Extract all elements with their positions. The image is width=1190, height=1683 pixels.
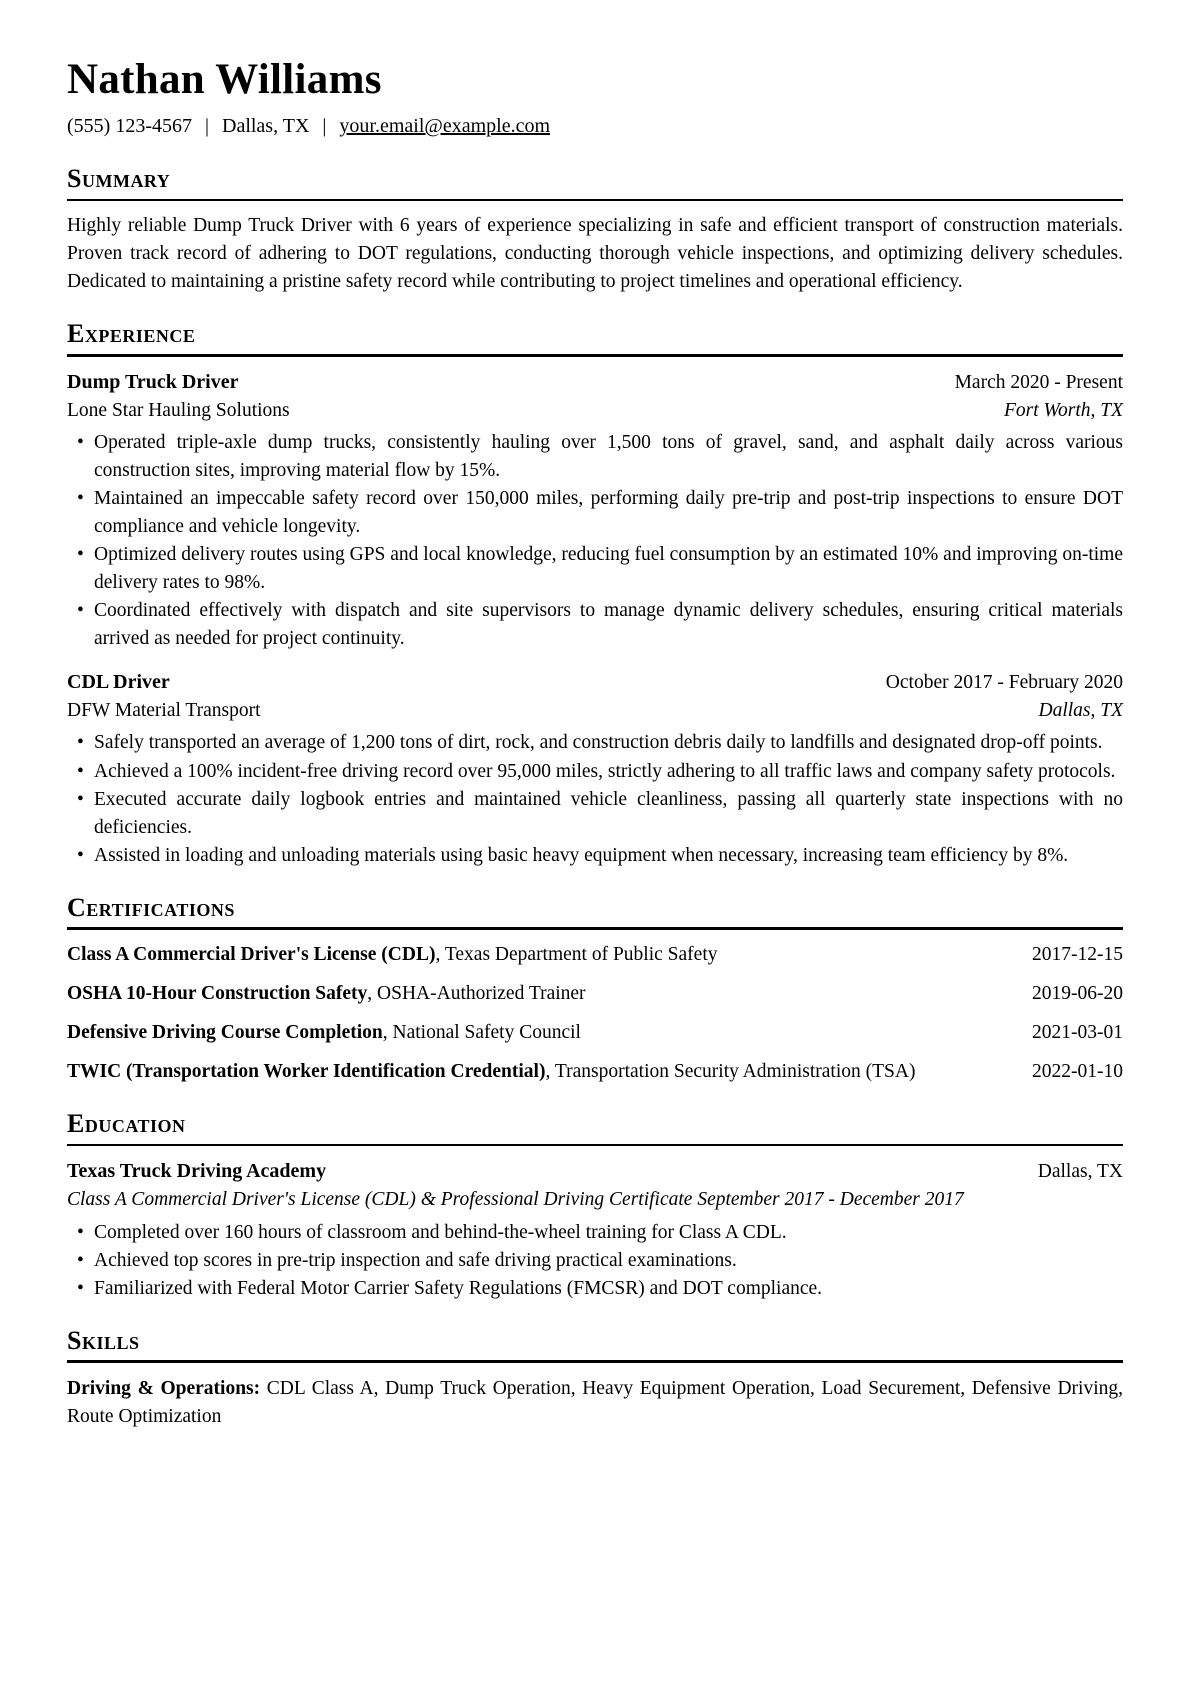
school-row	[67, 1157, 1123, 1186]
job-bullet: • Coordinated effectively with dispatch and site supervisors to manage dynamic delivery schedules, ensuring critical materials arrived as needed for project continuity.	[94, 597, 1123, 653]
section-rule	[67, 1144, 1123, 1147]
certification-text	[67, 941, 1018, 969]
section-education	[67, 1110, 1123, 1302]
contact-separator: |	[204, 115, 209, 138]
job-company-row	[67, 697, 1123, 725]
certification-date: 2022-01-10	[1032, 1061, 1123, 1083]
job-company: Lone Star Hauling Solutions	[67, 399, 290, 421]
school-location: Dallas, TX	[1037, 1161, 1123, 1183]
certification-row	[67, 980, 1123, 1008]
education-bullet-list	[67, 1219, 1123, 1303]
section-rule	[67, 199, 1123, 202]
job-bullet-list	[67, 729, 1123, 869]
certification-row	[67, 941, 1123, 969]
skills-category-label: Driving & Operations:	[67, 1377, 261, 1399]
certification-name: Class A Commercial Driver's License (CDL)	[67, 943, 436, 965]
certification-name: OSHA 10-Hour Construction Safety	[67, 983, 368, 1005]
degree-name: Class A Commercial Driver's License (CDL) & Professional Driving Certificate	[67, 1189, 693, 1211]
job-title: Dump Truck Driver	[67, 370, 239, 393]
section-rule	[67, 354, 1123, 357]
degree-line	[67, 1186, 1123, 1214]
job-company: DFW Material Transport	[67, 700, 261, 722]
certification-row	[67, 1058, 1123, 1086]
job-entry	[67, 368, 1123, 654]
education-entry	[67, 1157, 1123, 1302]
job-title: CDL Driver	[67, 671, 170, 694]
job-bullet-list	[67, 429, 1123, 654]
certification-text	[67, 1019, 1018, 1047]
experience-section-title: Experience	[67, 319, 196, 349]
certification-text	[67, 980, 1018, 1008]
job-bullet: • Maintained an impeccable safety record over 150,000 miles, performing daily pre-trip and post-trip inspections to ensure DOT compliance and vehicle longevity.	[94, 485, 1123, 541]
email-link[interactable]: your.email@example.com	[339, 115, 550, 138]
summary-text: Highly reliable Dump Truck Driver with 6 years of experience specializing in safe and efficient transport of construction materials. Proven track record of adhering to DOT regulations, conducting thorough vehicle inspections, and optimizing delivery schedules. Dedicated to maintaining a pristine safety record while contributing to project timelines and operational efficiency.	[67, 215, 1123, 293]
skills-section-title: Skills	[67, 1325, 140, 1355]
section-summary	[67, 165, 1123, 296]
job-dates: October 2017 - February 2020	[885, 672, 1123, 694]
contact-location: Dallas, TX	[222, 115, 310, 138]
job-bullet: • Assisted in loading and unloading materials using basic heavy equipment when necessary, increasing team efficiency by 8%.	[94, 842, 1123, 870]
education-bullet: • Completed over 160 hours of classroom and behind-the-wheel training for Class A CDL.	[94, 1219, 1123, 1247]
education-bullet: • Achieved top scores in pre-trip inspection and safe driving practical examinations.	[94, 1247, 1123, 1275]
job-bullet: • Achieved a 100% incident-free driving record over 95,000 miles, strictly adhering to all traffic laws and company safety protocols.	[94, 758, 1123, 786]
summary-section-title: Summary	[67, 164, 171, 194]
education-section-title: Education	[67, 1109, 186, 1139]
certification-date: 2017-12-15	[1032, 943, 1123, 965]
certification-issuer: , OSHA-Authorized Trainer	[367, 983, 586, 1005]
job-title-row	[67, 668, 1123, 697]
degree-dates: September 2017 - December 2017	[697, 1189, 964, 1211]
skills-line	[67, 1375, 1123, 1431]
phone-number: (555) 123-4567	[67, 115, 192, 138]
certification-text	[67, 1058, 1018, 1086]
certification-issuer: , Texas Department of Public Safety	[435, 943, 718, 965]
certification-row	[67, 1019, 1123, 1047]
certifications-section-title: Certifications	[67, 892, 235, 922]
job-entry	[67, 668, 1123, 870]
certification-issuer: , Transportation Security Administration (TSA)	[545, 1061, 916, 1083]
job-location: Fort Worth, TX	[1003, 399, 1123, 421]
job-company-row	[67, 397, 1123, 425]
job-bullet: • Executed accurate daily logbook entries and maintained vehicle cleanliness, passing all quarterly state inspections with no deficiencies.	[94, 786, 1123, 842]
certification-name: Defensive Driving Course Completion	[67, 1022, 383, 1044]
section-certifications	[67, 894, 1123, 1086]
job-bullet: • Operated triple-axle dump trucks, consistently hauling over 1,500 tons of gravel, sand, and asphalt daily across various construction sites, improving material flow by 15%.	[94, 429, 1123, 485]
job-dates: March 2020 - Present	[954, 371, 1123, 393]
job-title-row	[67, 368, 1123, 397]
section-skills	[67, 1327, 1123, 1431]
school-name: Texas Truck Driving Academy	[67, 1160, 327, 1183]
certification-name: TWIC (Transportation Worker Identification Credential)	[67, 1061, 546, 1083]
contact-line	[67, 112, 1123, 141]
job-bullet: • Optimized delivery routes using GPS and local knowledge, reducing fuel consumption by an estimated 10% and improving on-time delivery rates to 98%.	[94, 541, 1123, 597]
certification-issuer: , National Safety Council	[382, 1022, 581, 1044]
job-bullet: • Safely transported an average of 1,200 tons of dirt, rock, and construction debris daily to landfills and designated drop-off points.	[94, 729, 1123, 757]
skills-list: CDL Class A, Dump Truck Operation, Heavy Equipment Operation, Load Securement, Defensive Driving, Route Optimization	[67, 1377, 1123, 1427]
certification-date: 2019-06-20	[1032, 983, 1123, 1005]
resume-header	[67, 56, 1123, 141]
education-bullet: • Familiarized with Federal Motor Carrier Safety Regulations (FMCSR) and DOT compliance.	[94, 1275, 1123, 1303]
certification-date: 2021-03-01	[1032, 1022, 1123, 1044]
section-rule	[67, 927, 1123, 930]
contact-separator: |	[322, 115, 327, 138]
job-location: Dallas, TX	[1038, 700, 1123, 722]
person-name: Nathan Williams	[67, 56, 382, 103]
section-rule	[67, 1360, 1123, 1363]
section-experience	[67, 320, 1123, 869]
